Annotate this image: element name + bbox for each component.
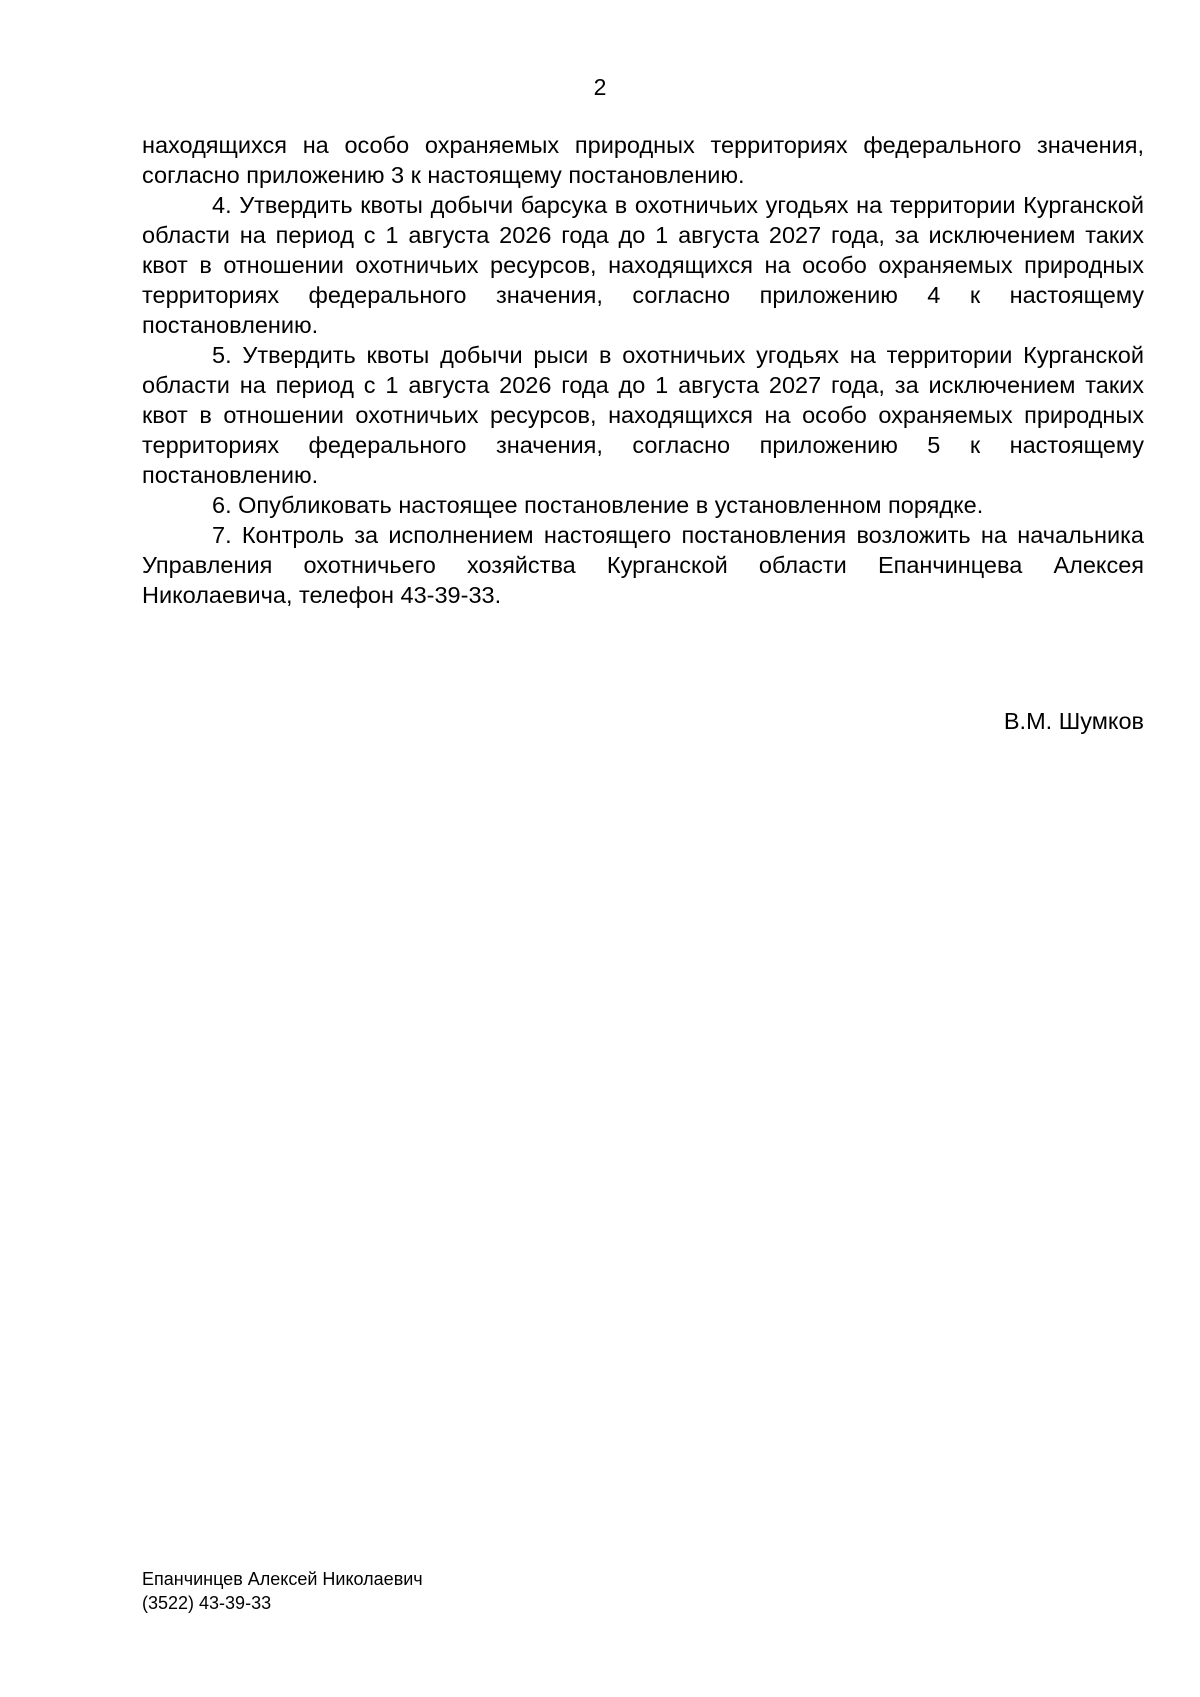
paragraph-item-7: 7. Контроль за исполнением настоящего постановления возложить на начальника Управления охотничьего хозяйства Курганской области Епанчинцева Алексея Николаевича, телефон 43-39-33. (142, 522, 1144, 608)
paragraph-item-5: 5. Утвердить квоты добычи рыси в охотничьих угодьях на территории Курганской области на период с 1 августа 2026 года до 1 августа 2027 года, за исключением таких квот в отношении охотничьих ресурсов, находящихся на особо охраняемых природных территориях федерального значения, согласно приложению 5 к настоящему постановлению. (142, 342, 1144, 488)
executor-phone: (3522) 43-39-33 (142, 1593, 272, 1613)
paragraph-item-6: 6. Опубликовать настоящее постановление в установленном порядке. (212, 492, 984, 518)
paragraph-item-4: 4. Утвердить квоты добычи барсука в охотничьих угодьях на территории Курганской области на период с 1 августа 2026 года до 1 августа 2027 года, за исключением таких квот в отношении охотничьих ресурсов, находящихся на особо охраняемых природных территориях федерального значения, согласно приложению 4 к настоящему постановлению. (142, 192, 1144, 338)
paragraph-continuation: находящихся на особо охраняемых природных территориях федерального значения, согласно приложению 3 к настоящему постановлению. (142, 132, 1144, 188)
executor-name: Епанчинцев Алексей Николаевич (142, 1569, 423, 1589)
signature-name: В.М. Шумков (1003, 708, 1144, 734)
executor-block (142, 1567, 423, 1615)
page-number: 2 (593, 74, 607, 100)
document-body (142, 130, 1144, 610)
